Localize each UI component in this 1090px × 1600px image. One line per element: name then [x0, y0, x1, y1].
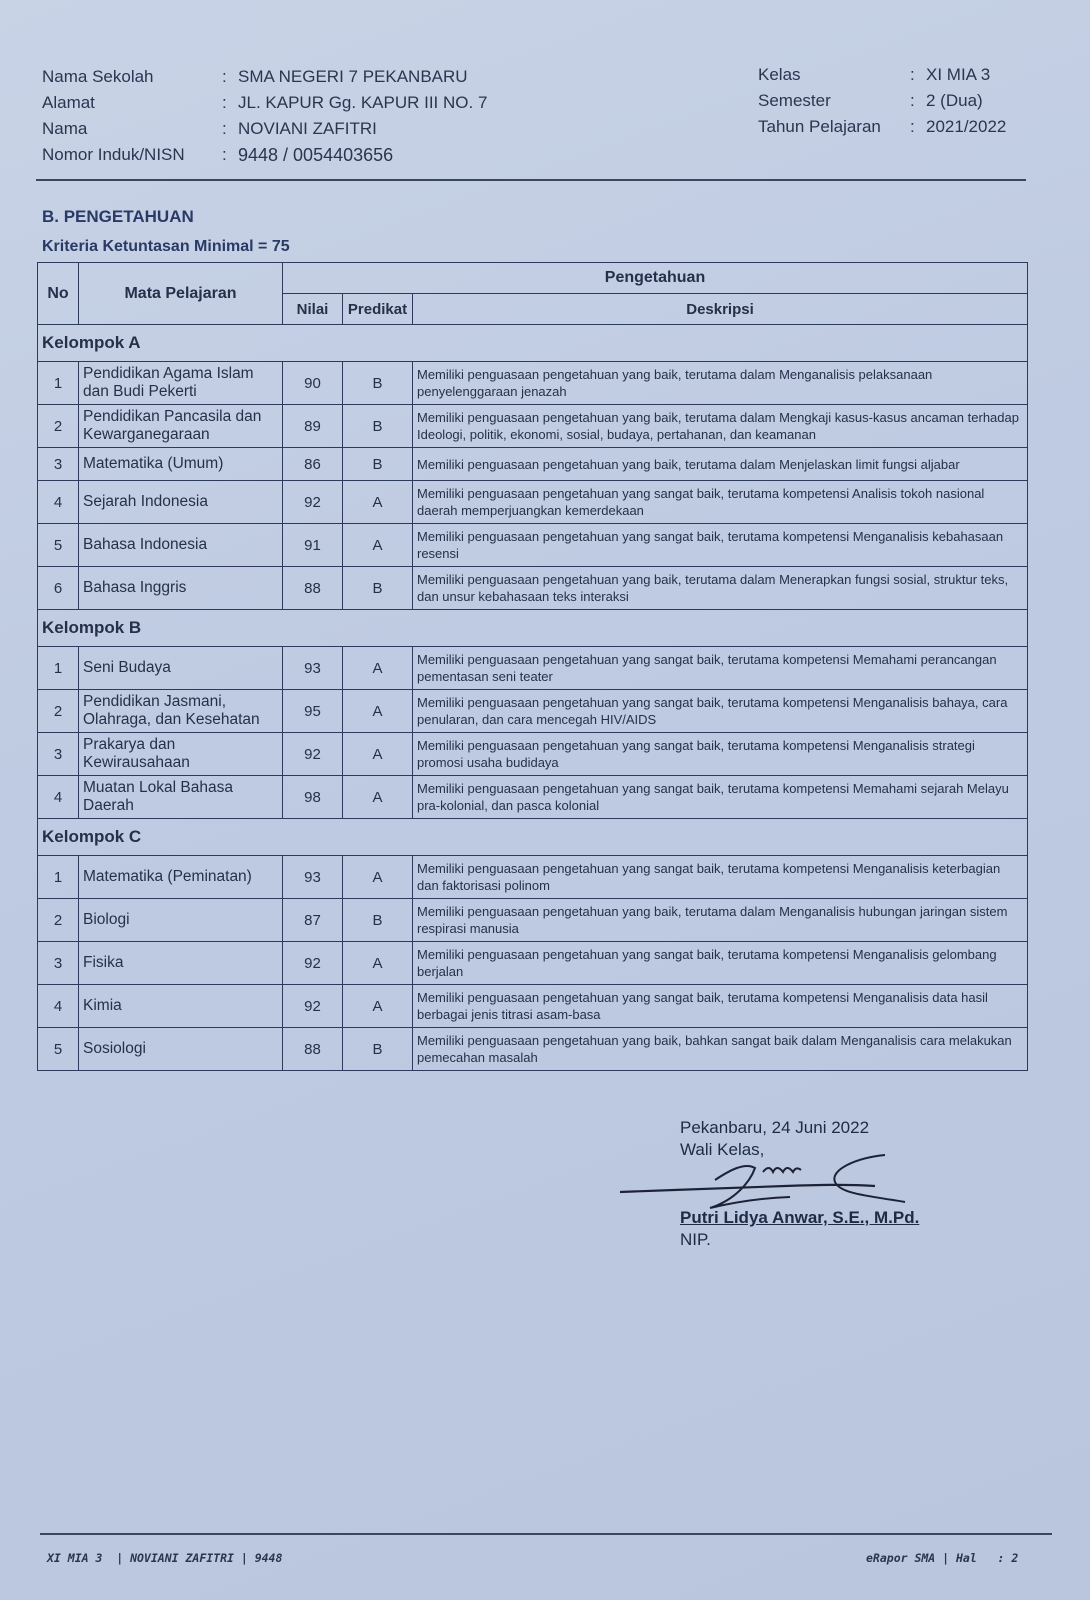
cell-predicate: A	[343, 776, 413, 819]
cell-predicate: B	[343, 567, 413, 610]
section-title: B. PENGETAHUAN	[42, 207, 194, 226]
cell-subject: Pendidikan Agama Islam dan Budi Pekerti	[79, 362, 283, 405]
cell-description: Memiliki penguasaan pengetahuan yang sangat baik, terutama kompetensi Menganalisis data hasil berbagai jenis titrasi asam-basa	[413, 985, 1028, 1028]
info-colon: :	[222, 93, 227, 112]
info-label: Nama	[42, 119, 88, 138]
cell-description: Memiliki penguasaan pengetahuan yang sangat baik, terutama kompetensi Menganalisis strategi promosi usaha budidaya	[413, 733, 1028, 776]
col-header-predicate: Predikat	[343, 294, 413, 325]
cell-description: Memiliki penguasaan pengetahuan yang baik, terutama dalam Menganalisis hubungan jaringan sistem respirasi manusia	[413, 899, 1028, 942]
info-value: 9448 / 0054403656	[238, 145, 394, 165]
info-row-nisn	[42, 142, 487, 168]
col-header-description: Deskripsi	[413, 294, 1028, 325]
cell-no: 1	[38, 362, 79, 405]
cell-predicate: B	[343, 405, 413, 448]
header-divider	[36, 179, 1026, 181]
grades-table	[37, 262, 1028, 1071]
cell-predicate: A	[343, 481, 413, 524]
col-header-subject: Mata Pelajaran	[79, 263, 283, 325]
handwritten-signature	[615, 1150, 915, 1230]
cell-subject: Muatan Lokal Bahasa Daerah	[79, 776, 283, 819]
cell-description: Memiliki penguasaan pengetahuan yang baik, terutama dalam Menerapkan fungsi sosial, struktur teks, dan unsur kebahasaan teks interaksi	[413, 567, 1028, 610]
table-row	[38, 733, 1028, 776]
info-colon: :	[910, 91, 915, 110]
student-info	[42, 64, 487, 168]
cell-description: Memiliki penguasaan pengetahuan yang sangat baik, terutama kompetensi Analisis tokoh nasional daerah memperjuangkan kemerdekaan	[413, 481, 1028, 524]
class-info	[758, 62, 1006, 140]
cell-description: Memiliki penguasaan pengetahuan yang baik, terutama dalam Menganalisis pelaksanaan penyelenggaraan jenazah	[413, 362, 1028, 405]
info-colon: :	[222, 119, 227, 138]
cell-no: 5	[38, 524, 79, 567]
cell-score: 91	[283, 524, 343, 567]
cell-score: 92	[283, 985, 343, 1028]
cell-subject: Fisika	[79, 942, 283, 985]
info-row-semester	[758, 88, 1006, 114]
info-row-address	[42, 90, 487, 116]
info-value: SMA NEGERI 7 PEKANBARU	[238, 67, 468, 86]
cell-predicate: B	[343, 1028, 413, 1071]
cell-subject: Matematika (Peminatan)	[79, 856, 283, 899]
cell-no: 2	[38, 405, 79, 448]
table-row	[38, 448, 1028, 481]
cell-no: 3	[38, 942, 79, 985]
table-row	[38, 481, 1028, 524]
cell-subject: Bahasa Inggris	[79, 567, 283, 610]
info-colon: :	[910, 117, 915, 136]
cell-score: 98	[283, 776, 343, 819]
cell-no: 4	[38, 481, 79, 524]
cell-score: 95	[283, 690, 343, 733]
cell-no: 3	[38, 733, 79, 776]
table-row	[38, 690, 1028, 733]
cell-score: 92	[283, 481, 343, 524]
table-row	[38, 647, 1028, 690]
cell-no: 2	[38, 690, 79, 733]
group-label: Kelompok C	[38, 819, 1028, 856]
cell-no: 4	[38, 776, 79, 819]
table-row	[38, 899, 1028, 942]
cell-no: 1	[38, 647, 79, 690]
table-row	[38, 856, 1028, 899]
cell-score: 93	[283, 856, 343, 899]
cell-subject: Matematika (Umum)	[79, 448, 283, 481]
cell-description: Memiliki penguasaan pengetahuan yang sangat baik, terutama kompetensi Menganalisis keterbagian dan faktorisasi polinom	[413, 856, 1028, 899]
col-header-no: No	[38, 263, 79, 325]
table-row	[38, 776, 1028, 819]
group-label: Kelompok B	[38, 610, 1028, 647]
cell-no: 4	[38, 985, 79, 1028]
cell-no: 5	[38, 1028, 79, 1071]
cell-predicate: A	[343, 524, 413, 567]
signature-role: Wali Kelas,	[680, 1140, 765, 1159]
info-value: XI MIA 3	[926, 65, 991, 84]
cell-subject: Seni Budaya	[79, 647, 283, 690]
table-row	[38, 405, 1028, 448]
info-row-school	[42, 64, 487, 90]
cell-description: Memiliki penguasaan pengetahuan yang baik, bahkan sangat baik dalam Menganalisis cara melakukan pemecahan masalah	[413, 1028, 1028, 1071]
cell-score: 93	[283, 647, 343, 690]
cell-subject: Pendidikan Pancasila dan Kewarganegaraan	[79, 405, 283, 448]
footer-left: XI MIA 3 | NOVIANI ZAFITRI | 9448	[47, 1551, 283, 1565]
kkm-value: 75	[271, 238, 290, 255]
col-header-score: Nilai	[283, 294, 343, 325]
cell-description: Memiliki penguasaan pengetahuan yang sangat baik, terutama kompetensi Memahami sejarah Melayu pra-kolonial, dan pasca kolonial	[413, 776, 1028, 819]
cell-subject: Prakarya dan Kewirausahaan	[79, 733, 283, 776]
info-label: Alamat	[42, 93, 95, 112]
info-value: 2021/2022	[926, 117, 1007, 136]
signature-place-date: Pekanbaru, 24 Juni 2022	[680, 1118, 870, 1137]
group-row	[38, 325, 1028, 362]
cell-predicate: B	[343, 899, 413, 942]
cell-subject: Bahasa Indonesia	[79, 524, 283, 567]
cell-predicate: A	[343, 856, 413, 899]
cell-predicate: B	[343, 362, 413, 405]
info-row-class	[758, 62, 1006, 88]
cell-score: 90	[283, 362, 343, 405]
signatory-name: Putri Lidya Anwar, S.E., M.Pd.	[680, 1208, 920, 1227]
cell-score: 92	[283, 733, 343, 776]
cell-predicate: A	[343, 985, 413, 1028]
cell-score: 88	[283, 567, 343, 610]
cell-subject: Biologi	[79, 899, 283, 942]
cell-predicate: A	[343, 647, 413, 690]
cell-subject: Pendidikan Jasmani, Olahraga, dan Kesehatan	[79, 690, 283, 733]
table-row	[38, 985, 1028, 1028]
info-label: Semester	[758, 91, 831, 110]
info-label: Nama Sekolah	[42, 67, 154, 86]
info-label: Nomor Induk/NISN	[42, 145, 185, 164]
cell-no: 1	[38, 856, 79, 899]
cell-no: 2	[38, 899, 79, 942]
cell-score: 92	[283, 942, 343, 985]
group-row	[38, 610, 1028, 647]
cell-description: Memiliki penguasaan pengetahuan yang sangat baik, terutama kompetensi Memahami perancangan pementasan seni teater	[413, 647, 1028, 690]
table-row	[38, 362, 1028, 405]
cell-predicate: A	[343, 733, 413, 776]
info-colon: :	[222, 145, 227, 164]
cell-description: Memiliki penguasaan pengetahuan yang baik, terutama dalam Menjelaskan limit fungsi aljabar	[413, 448, 1028, 481]
cell-subject: Kimia	[79, 985, 283, 1028]
cell-description: Memiliki penguasaan pengetahuan yang sangat baik, terutama kompetensi Menganalisis bahaya, cara penularan, dan cara mencegah HIV/AIDS	[413, 690, 1028, 733]
kkm-label: Kriteria Ketuntasan Minimal =	[42, 238, 268, 255]
signatory-nip: NIP.	[680, 1230, 711, 1249]
cell-description: Memiliki penguasaan pengetahuan yang sangat baik, terutama kompetensi Menganalisis gelombang berjalan	[413, 942, 1028, 985]
info-value: 2 (Dua)	[926, 91, 983, 110]
group-label: Kelompok A	[38, 325, 1028, 362]
group-row	[38, 819, 1028, 856]
cell-score: 86	[283, 448, 343, 481]
info-label: Tahun Pelajaran	[758, 117, 881, 136]
col-header-knowledge: Pengetahuan	[283, 263, 1028, 294]
footer-divider	[40, 1533, 1052, 1535]
cell-no: 3	[38, 448, 79, 481]
info-value: JL. KAPUR Gg. KAPUR III NO. 7	[238, 93, 488, 112]
info-value: NOVIANI ZAFITRI	[238, 119, 377, 138]
table-row	[38, 942, 1028, 985]
kkm-line	[42, 238, 290, 256]
cell-description: Memiliki penguasaan pengetahuan yang baik, terutama dalam Mengkaji kasus-kasus ancaman terhadap Ideologi, politik, ekonomi, sosial, budaya, pertahanan, dan keamanan	[413, 405, 1028, 448]
cell-score: 89	[283, 405, 343, 448]
table-row	[38, 567, 1028, 610]
cell-subject: Sejarah Indonesia	[79, 481, 283, 524]
footer-right: eRapor SMA | Hal : 2	[866, 1551, 1019, 1565]
cell-subject: Sosiologi	[79, 1028, 283, 1071]
cell-no: 6	[38, 567, 79, 610]
cell-description: Memiliki penguasaan pengetahuan yang sangat baik, terutama kompetensi Menganalisis kebahasaan resensi	[413, 524, 1028, 567]
cell-score: 87	[283, 899, 343, 942]
info-colon: :	[910, 65, 915, 84]
info-row-name	[42, 116, 487, 142]
info-label: Kelas	[758, 65, 801, 84]
table-row	[38, 524, 1028, 567]
cell-predicate: A	[343, 690, 413, 733]
table-row	[38, 1028, 1028, 1071]
info-colon: :	[222, 67, 227, 86]
info-row-year	[758, 114, 1006, 140]
cell-predicate: B	[343, 448, 413, 481]
cell-score: 88	[283, 1028, 343, 1071]
cell-predicate: A	[343, 942, 413, 985]
